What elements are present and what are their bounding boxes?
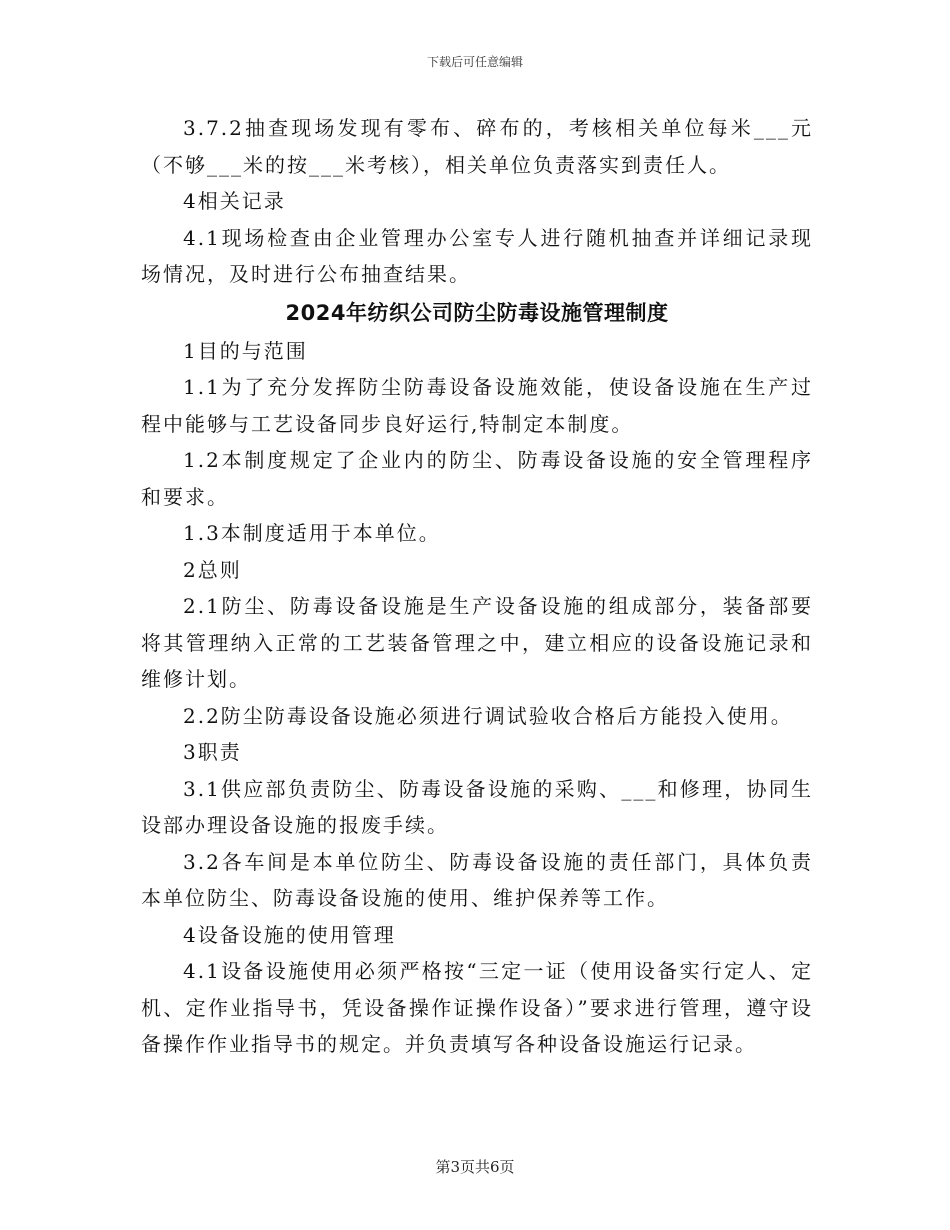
paragraph: 1.3本制度适用于本单位。 [183,521,441,545]
paragraph: 1.1为了充分发挥防尘防毒设备设施效能，使设备设施在生产过程中能够与工艺设备同步良好运行,特制定本制度。 [141,375,813,436]
section-heading: 2总则 [183,557,242,582]
paragraph: 3.2各车间是本单位防尘、防毒设备设施的责任部门，具体负责本单位防尘、防毒设备设施的使用、维护保养等工作。 [141,849,813,910]
paragraph: 3.1供应部负责防尘、防毒设备设施的采购、___和修理，协同生设部办理设备设施的报废手续。 [141,776,813,837]
page-number: 第3页共6页 [435,1158,515,1176]
header-note: 下载后可任意编辑 [426,55,523,69]
document-body [141,110,813,1063]
section-heading: 1目的与范围 [183,338,308,363]
section-heading: 4设备设施的使用管理 [183,922,396,947]
paragraph: 2.2防尘防毒设备设施必须进行调试验收合格后方能投入使用。 [183,703,793,728]
paragraph: 3.7.2抽查现场发现有零布、碎布的，考核相关单位每米___元（不够___米的按___米考核），相关单位负责落实到责任人。 [141,116,813,177]
document-title: 2024年纺织公司防尘防毒设施管理制度 [285,300,669,325]
paragraph: 4.1设备设施使用必须严格按“三定一证（使用设备实行定人、定机、定作业指导书，凭设备操作证操作设备）”要求进行管理，遵守设备操作作业指导书的规定。并负责填写各种设备设施运行记录。 [141,959,813,1056]
paragraph: 2.1防尘、防毒设备设施是生产设备设施的组成部分，装备部要将其管理纳入正常的工艺装备管理之中，建立相应的设备设施记录和维修计划。 [141,594,813,691]
paragraph: 4.1现场检查由企业管理办公室专人进行随机抽查并详细记录现场情况，及时进行公布抽查结果。 [141,225,813,286]
paragraph: 1.2本制度规定了企业内的防尘、防毒设备设施的安全管理程序和要求。 [141,448,813,509]
section-heading: 3职责 [183,740,242,764]
section-heading: 4相关记录 [183,189,286,213]
